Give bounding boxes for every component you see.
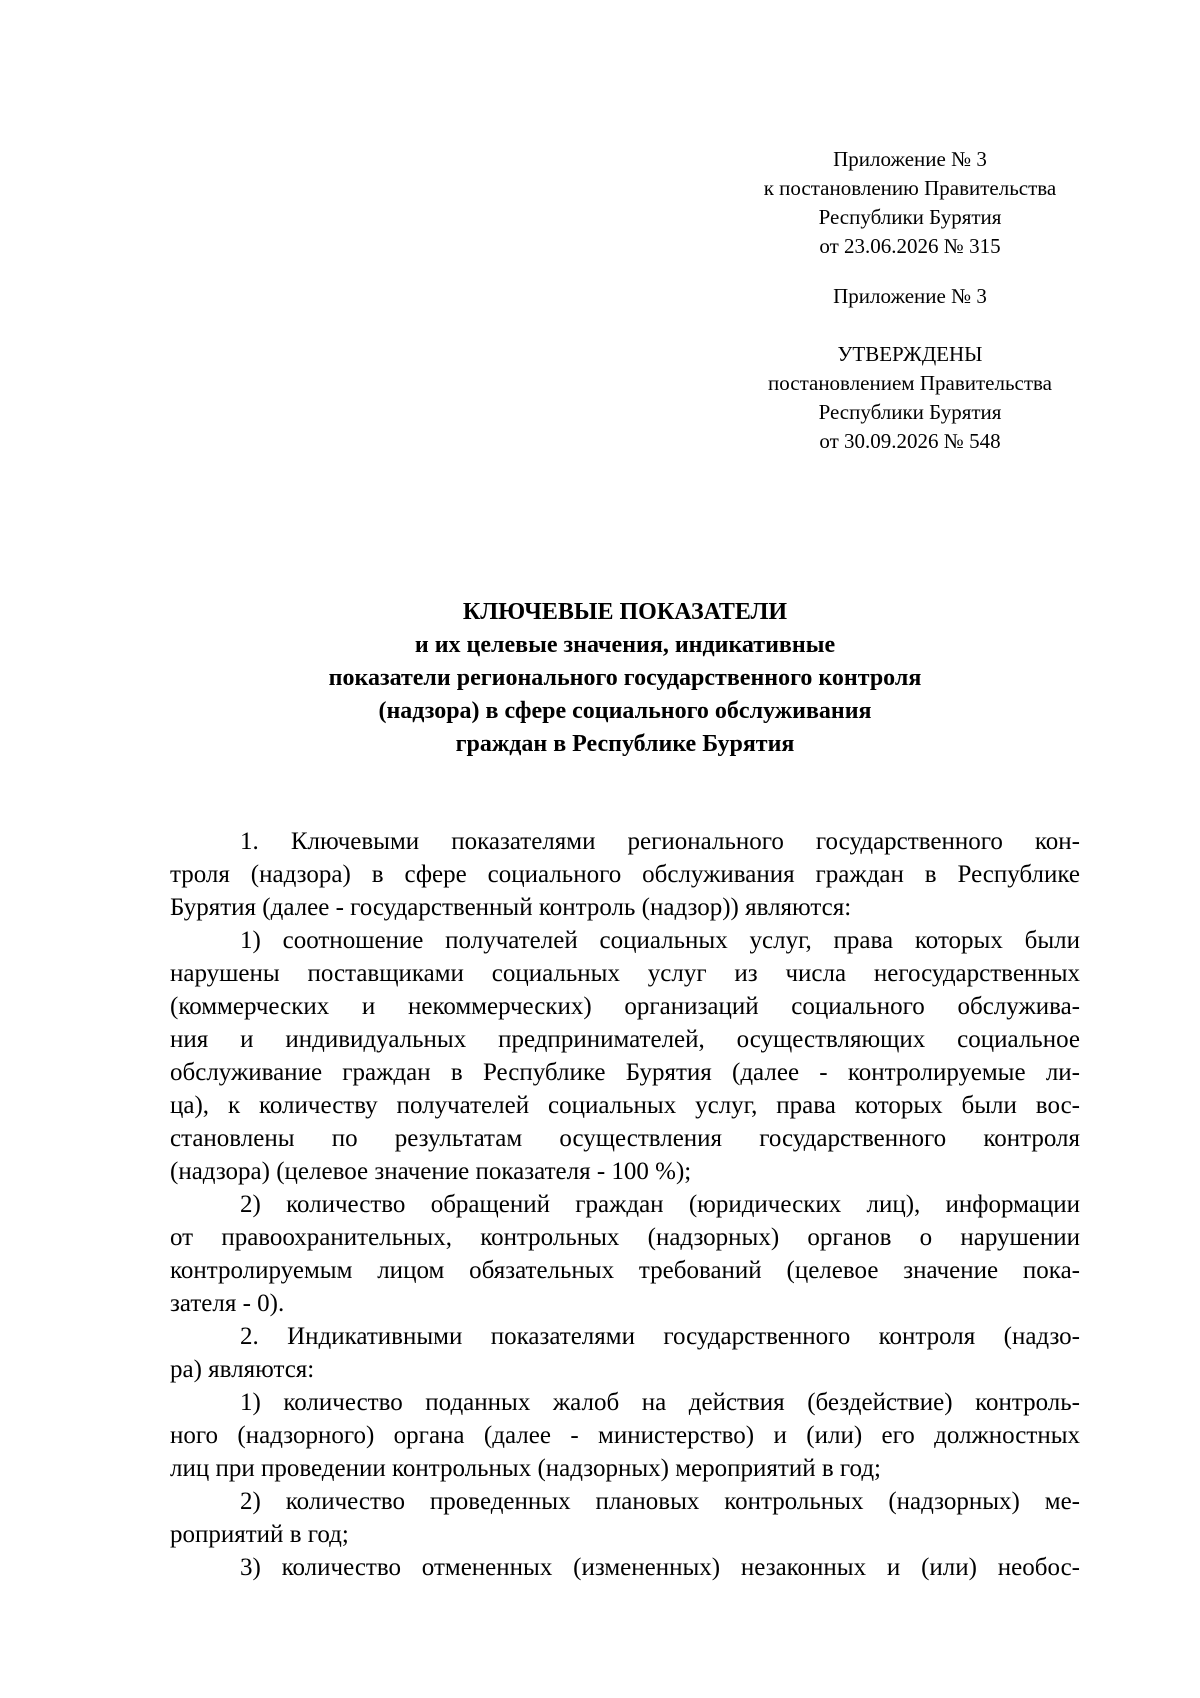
body-line: становлены по результатам осуществления государственного контроля	[170, 1125, 1080, 1152]
body-line: ния и индивидуальных предпринимателей, осуществляющих социальное	[170, 1026, 1080, 1053]
body-line: ра) являются:	[170, 1356, 315, 1383]
annex-number: Приложение № 3	[833, 147, 987, 171]
approved-republic: Республики Бурятия	[818, 400, 1002, 424]
body-line: троля (надзора) в сфере социального обслуживания граждан в Республике	[170, 861, 1080, 888]
annex-reference: к постановлению Правительства	[763, 176, 1057, 200]
title-line: (надзора) в сфере социального обслуживания	[378, 698, 872, 724]
title-line: показатели регионального государственного контроля	[328, 665, 922, 691]
body-line: 1. Ключевыми показателями регионального государственного кон-	[240, 828, 1080, 855]
body-line: ца), к количеству получателей социальных услуг, права которых были вос-	[170, 1092, 1080, 1119]
body-line: нарушены поставщиками социальных услуг из числа негосударственных	[170, 960, 1080, 987]
annex-republic: Республики Бурятия	[818, 205, 1002, 229]
body-line: обслуживание граждан в Республике Бурятия (далее - контролируемые ли-	[170, 1059, 1080, 1086]
body-line: (надзора) (целевое значение показателя - 100 %);	[170, 1158, 692, 1185]
approved-date-number: от 30.09.2026 № 548	[819, 429, 1001, 453]
body-line: Бурятия (далее - государственный контроль (надзор)) являются:	[170, 894, 852, 921]
annex-second-header	[740, 282, 1080, 311]
approved-by: постановлением Правительства	[767, 371, 1052, 395]
body-line: роприятий в год;	[170, 1521, 349, 1548]
approved-label: УТВЕРЖДЕНЫ	[837, 342, 983, 366]
body-line: 2) количество проведенных плановых контрольных (надзорных) ме-	[240, 1488, 1080, 1515]
approval-stamp	[740, 340, 1080, 456]
annex-header	[740, 145, 1080, 261]
body-line: 3) количество отмененных (измененных) незаконных и (или) необос-	[240, 1554, 1080, 1581]
body-line: 1) количество поданных жалоб на действия (бездействие) контроль-	[240, 1389, 1080, 1416]
title-line: граждан в Республике Бурятия	[455, 731, 795, 757]
document-title	[160, 596, 1090, 761]
body-line: (коммерческих и некоммерческих) организаций социального обслужива-	[170, 993, 1080, 1020]
annex-second-number: Приложение № 3	[833, 284, 987, 308]
annex-date-number: от 23.06.2026 № 315	[819, 234, 1001, 258]
body-line: 2) количество обращений граждан (юридических лиц), информации	[240, 1191, 1080, 1218]
body-line: ного (надзорного) органа (далее - министерство) и (или) его должностных	[170, 1422, 1080, 1449]
body-line: 1) соотношение получателей социальных услуг, права которых были	[240, 927, 1080, 954]
document-body	[170, 825, 1080, 1584]
body-line: 2. Индикативными показателями государственного контроля (надзо-	[240, 1323, 1080, 1350]
body-line: зателя - 0).	[170, 1290, 285, 1317]
body-line: лиц при проведении контрольных (надзорных) мероприятий в год;	[170, 1455, 881, 1482]
title-line: и их целевые значения, индикативные	[414, 632, 836, 658]
body-line: от правоохранительных, контрольных (надзорных) органов о нарушении	[170, 1224, 1080, 1251]
body-line: контролируемым лицом обязательных требований (целевое значение пока-	[170, 1257, 1080, 1284]
title-line: КЛЮЧЕВЫЕ ПОКАЗАТЕЛИ	[462, 599, 788, 625]
